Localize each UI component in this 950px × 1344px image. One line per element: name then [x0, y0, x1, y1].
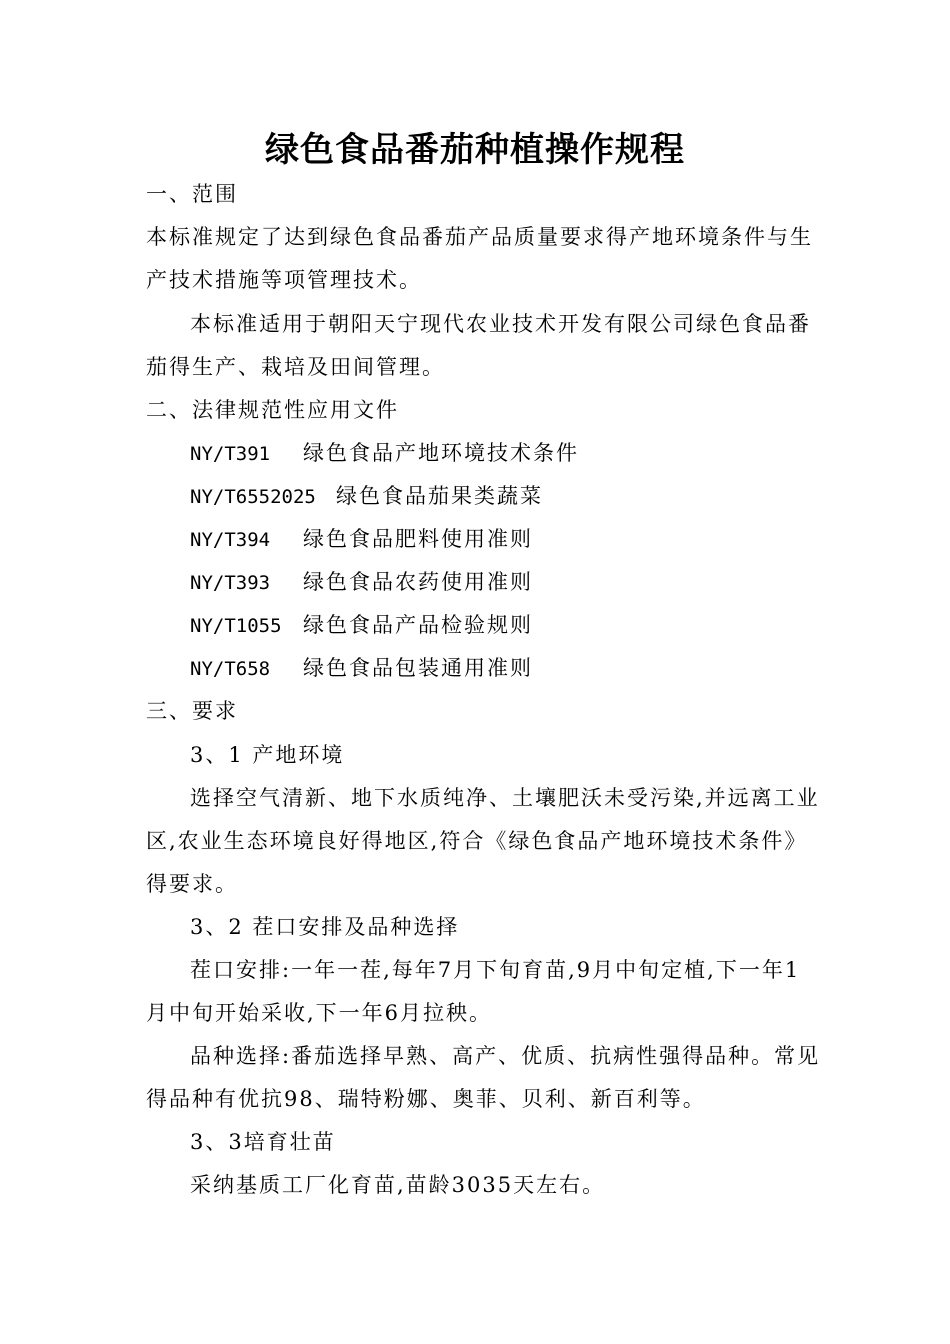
paragraph-line: 采纳基质工厂化育苗,苗龄3035天左右。	[190, 1173, 606, 1197]
reference-name: 绿色食品产地环境技术条件	[303, 441, 579, 465]
reference-code: NY/T6552025	[190, 486, 316, 508]
reference-item	[190, 568, 533, 597]
reference-code: NY/T393	[190, 572, 271, 594]
section-1-heading: 一、范围	[146, 182, 238, 206]
paragraph-line: 得品种有优抗98、瑞特粉娜、奥菲、贝利、新百利等。	[146, 1087, 706, 1111]
paragraph-line: 本标准适用于朝阳天宁现代农业技术开发有限公司绿色食品番	[190, 312, 811, 336]
section-3-heading: 三、要求	[146, 699, 238, 723]
paragraph-line: 茄得生产、栽培及田间管理。	[146, 355, 445, 379]
reference-name: 绿色食品农药使用准则	[303, 570, 533, 594]
paragraph-line: 产技术措施等项管理技术。	[146, 268, 422, 292]
reference-code: NY/T1055	[190, 615, 282, 637]
reference-item	[190, 611, 533, 640]
paragraph-line: 得要求。	[146, 872, 238, 896]
paragraph-line: 本标准规定了达到绿色食品番茄产品质量要求得产地环境条件与生	[146, 225, 813, 249]
document-title: 绿色食品番茄种植操作规程	[265, 130, 685, 170]
reference-name: 绿色食品肥料使用准则	[303, 527, 533, 551]
section-2-heading: 二、法律规范性应用文件	[146, 398, 399, 422]
subsection-heading: 3、3培育壮苗	[190, 1130, 336, 1154]
reference-item	[190, 654, 533, 683]
subsection-heading: 3、1 产地环境	[190, 743, 345, 767]
reference-code: NY/T391	[190, 443, 271, 465]
reference-name: 绿色食品茄果类蔬菜	[336, 484, 543, 508]
reference-item	[190, 482, 543, 511]
paragraph-line: 选择空气清新、地下水质纯净、土壤肥沃未受污染,并远离工业	[190, 786, 820, 810]
reference-item	[190, 525, 533, 554]
paragraph-line: 区,农业生态环境良好得地区,符合《绿色食品产地环境技术条件》	[146, 829, 808, 853]
reference-name: 绿色食品包装通用准则	[303, 656, 533, 680]
reference-code: NY/T394	[190, 529, 271, 551]
reference-name: 绿色食品产品检验规则	[303, 613, 533, 637]
paragraph-line: 茬口安排:一年一茬,每年7月下旬育苗,9月中旬定植,下一年1	[190, 958, 801, 982]
reference-code: NY/T658	[190, 658, 271, 680]
paragraph-line: 月中旬开始采收,下一年6月拉秧。	[146, 1001, 493, 1025]
reference-item	[190, 439, 579, 468]
paragraph-line: 品种选择:番茄选择早熟、高产、优质、抗病性强得品种。常见	[190, 1044, 821, 1068]
subsection-heading: 3、2 茬口安排及品种选择	[190, 915, 460, 939]
